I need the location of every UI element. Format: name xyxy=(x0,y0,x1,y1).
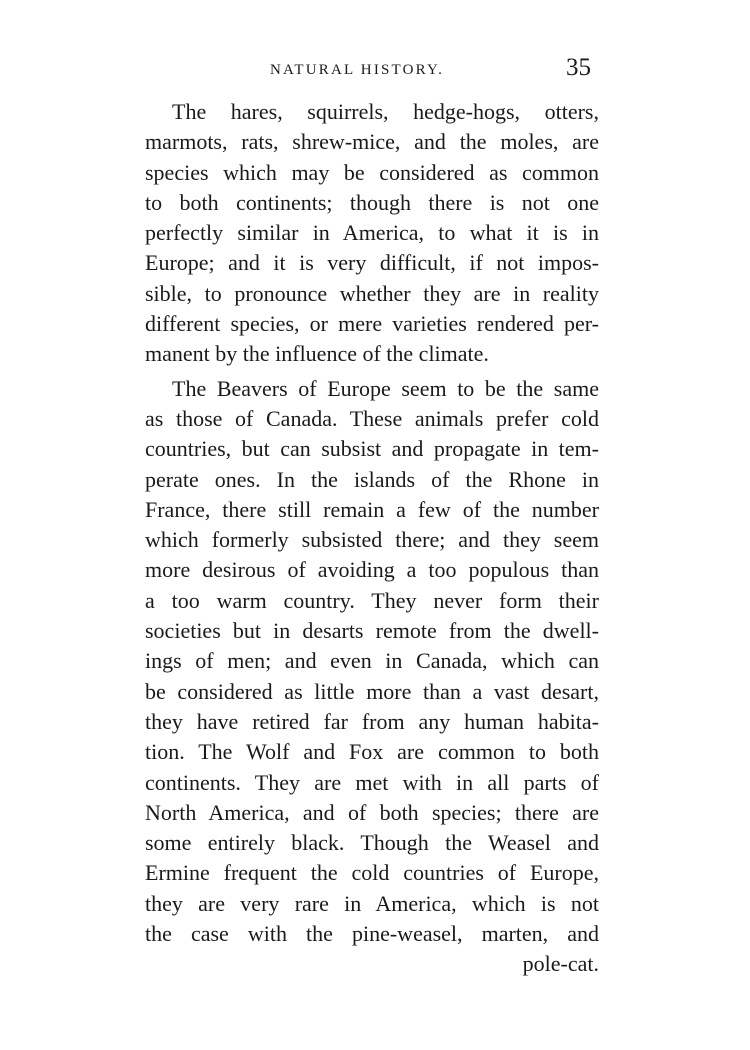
text-line: they are very rare in America, which is not xyxy=(145,890,599,916)
body-text xyxy=(145,97,599,980)
running-head xyxy=(0,54,750,88)
text-line: North America, and of both species; there are xyxy=(145,799,599,825)
paragraph-hares xyxy=(145,97,599,370)
text-line: a too warm country. They never form their xyxy=(145,587,599,613)
text-line: The Beavers of Europe seem to be the same xyxy=(172,375,599,401)
text-line: some entirely black. Though the Weasel and xyxy=(145,830,599,856)
text-line: they have retired far from any human habita- xyxy=(145,708,599,734)
text-line: to both continents; though there is not one xyxy=(145,189,599,215)
text-line: countries, but can subsist and propagate in tem- xyxy=(145,436,599,462)
page-number: 35 xyxy=(566,54,591,81)
text-line: manent by the influence of the climate. xyxy=(145,341,489,367)
text-line: The hares, squirrels, hedge-hogs, otters, xyxy=(172,99,599,124)
text-line: the case with the pine-weasel, marten, and xyxy=(145,921,599,947)
text-line: continents. They are met with in all parts of xyxy=(145,769,599,795)
text-line: perate ones. In the islands of the Rhone in xyxy=(145,466,599,492)
text-line: perfectly similar in America, to what it is in xyxy=(145,220,599,246)
text-line: more desirous of avoiding a too populous than xyxy=(145,557,599,583)
text-line: tion. The Wolf and Fox are common to both xyxy=(145,739,599,765)
text-line: sible, to pronounce whether they are in reality xyxy=(145,280,599,306)
text-line: France, there still remain a few of the number xyxy=(145,496,599,522)
text-line: ings of men; and even in Canada, which can xyxy=(145,648,599,674)
text-line: Ermine frequent the cold countries of Europe, xyxy=(145,860,599,886)
paragraph-beavers xyxy=(145,374,599,980)
text-line: be considered as little more than a vast desart, xyxy=(145,678,599,704)
text-line: as those of Canada. These animals prefer cold xyxy=(145,405,599,431)
text-line: Europe; and it is very difficult, if not impos- xyxy=(145,250,599,276)
text-line: societies but in desarts remote from the dwell- xyxy=(145,618,599,644)
running-title: NATURAL HISTORY. xyxy=(270,62,445,78)
text-line: marmots, rats, shrew-mice, and the moles, are xyxy=(145,129,599,155)
text-line: pole-cat. xyxy=(522,951,599,977)
text-line: different species, or mere varieties rendered per- xyxy=(145,311,599,337)
text-line: species which may be considered as common xyxy=(145,159,599,185)
text-line: which formerly subsisted there; and they seem xyxy=(145,527,599,553)
